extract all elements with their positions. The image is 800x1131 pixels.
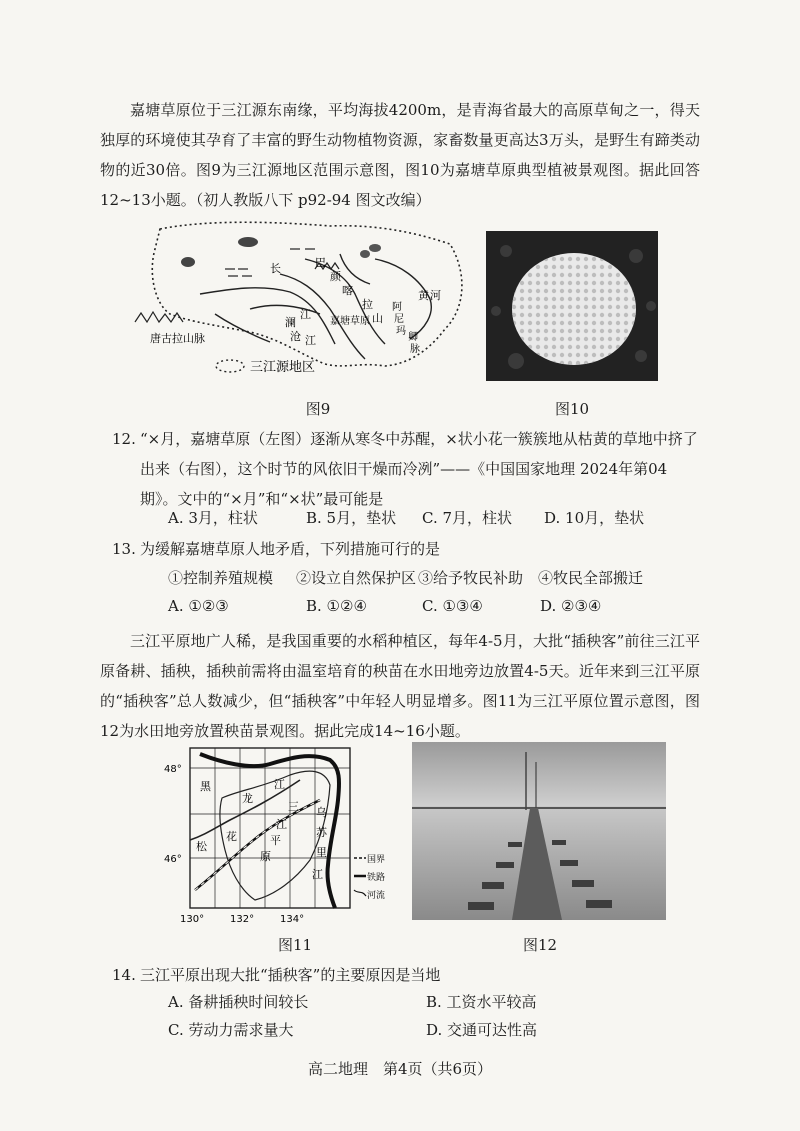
label-cang: 沧 xyxy=(290,330,301,343)
question-text: “×月，嘉塘草原（左图）逐渐从寒冬中苏醒，×状小花一簇簇地从枯黄的草地中挤了出来（右图），这个时节的风依旧干燥而冷冽”——《中国国家地理 2024年第04期》。文中的“×月”和“×状”最可能是 xyxy=(140,430,698,508)
q13-option-b[interactable]: B. ①②④ xyxy=(306,597,367,615)
figure-11-caption: 图11 xyxy=(277,936,313,954)
label-tanggula: 唐古拉山脉 xyxy=(150,332,205,345)
question-text: 三江平原出现大批“插秧客”的主要原因是当地 xyxy=(140,966,441,984)
figure-12-caption: 图12 xyxy=(522,936,558,954)
lake xyxy=(181,257,195,267)
label-jiang2: 江 xyxy=(305,334,316,347)
question-number: 14. xyxy=(112,966,136,984)
label-ba: 巴 xyxy=(315,256,326,269)
q13-item-2: ②设立自然保护区 xyxy=(296,569,417,587)
label-san: 三 xyxy=(288,800,299,813)
label-la: 拉 xyxy=(362,298,373,311)
question-12 xyxy=(112,424,700,514)
label-qing: 卿 xyxy=(408,332,418,343)
tanggula-mountains xyxy=(135,312,183,322)
lake xyxy=(369,244,381,252)
label-ka: 喀 xyxy=(342,284,353,297)
q14-option-a[interactable]: A. 备耕插秧时间较长 xyxy=(168,993,309,1011)
legend-sanjiangyuan: 三江源地区 xyxy=(250,360,316,375)
q13-item-3: ③给予牧民补助 xyxy=(418,569,524,587)
cushion-plant-illustration xyxy=(486,231,658,381)
label-jiang: 江 xyxy=(274,778,285,791)
lat-48: 48° xyxy=(164,764,182,775)
paddy-seedling-illustration xyxy=(412,742,666,920)
figure-9-caption: 图9 xyxy=(305,400,331,418)
label-jiang: 江 xyxy=(300,308,311,321)
label-huang: 黄 xyxy=(418,289,429,302)
q12-options xyxy=(168,506,708,530)
q13-items xyxy=(168,566,708,590)
label-li: 里 xyxy=(316,846,327,859)
label-he: 河 xyxy=(430,289,441,302)
legend-dotted-symbol xyxy=(216,360,244,372)
q12-option-d[interactable]: D. 10月，垫状 xyxy=(544,509,645,527)
label-su: 苏 xyxy=(316,826,327,839)
q12-option-c[interactable]: C. 7月，柱状 xyxy=(422,509,513,527)
label-jiatang: 嘉塘草原 xyxy=(330,316,370,327)
figure-12-photo xyxy=(412,742,666,920)
label-a: 阿 xyxy=(392,302,402,313)
lake xyxy=(360,250,370,258)
q14-option-c[interactable]: C. 劳动力需求量大 xyxy=(168,1021,294,1039)
figure-10-caption: 图10 xyxy=(554,400,590,418)
page-footer: 高二地理 第4页（共6页） xyxy=(307,1060,493,1078)
label-wu: 乌 xyxy=(316,806,327,819)
label-long: 龙 xyxy=(242,792,253,805)
label-lan: 澜 xyxy=(285,316,296,329)
label-hei: 黑 xyxy=(200,780,211,793)
sanjiang-plain-map-svg xyxy=(160,740,390,930)
legend-railway: 铁路 xyxy=(367,873,386,883)
q13-item-1: ①控制养殖规模 xyxy=(168,569,274,587)
label-yuan: 原 xyxy=(260,850,271,863)
question-text: 为缓解嘉塘草原人地矛盾，下列措施可行的是 xyxy=(140,540,441,558)
label-jiang2: 江 xyxy=(276,818,287,831)
railway xyxy=(195,800,320,890)
figure-10-photo xyxy=(486,231,658,381)
figure-9-map xyxy=(130,214,470,384)
q13-options xyxy=(168,594,708,618)
lon-134: 134° xyxy=(280,914,305,925)
legend-river: 河流 xyxy=(367,891,386,901)
label-ma: 玛 xyxy=(396,326,406,337)
label-chang: 长 xyxy=(270,262,281,275)
label-yan: 颜 xyxy=(330,270,341,283)
q14-options-row-2 xyxy=(168,1018,708,1042)
q13-option-c[interactable]: C. ①③④ xyxy=(422,597,483,615)
label-song: 松 xyxy=(196,840,207,853)
question-13 xyxy=(112,534,700,564)
question-number: 13. xyxy=(112,540,136,558)
label-jiang3: 江 xyxy=(312,868,323,881)
q12-option-b[interactable]: B. 5月，垫状 xyxy=(306,509,397,527)
label-hua: 花 xyxy=(226,830,237,843)
legend-border: 国界 xyxy=(367,855,386,865)
q13-item-4: ④牧民全部搬迁 xyxy=(538,569,644,587)
sanjiangyuan-map-svg xyxy=(130,214,470,384)
label-mai: 脉 xyxy=(410,344,420,355)
lat-46: 46° xyxy=(164,854,182,865)
label-ni: 尼 xyxy=(394,314,404,325)
lake xyxy=(238,237,258,247)
q14-options-row-1 xyxy=(168,990,708,1014)
passage-1: 嘉塘草原位于三江源东南缘，平均海拔4200m，是青海省最大的高原草甸之一，得天独厚的环境使其孕育了丰富的野生动物植物资源，家畜数量更高达3万头，是野生有蹄类动物的近30倍。图9为三江源地区范围示意图，图10为嘉塘草原典型植被景观图。据此回答12~13小题。（初人教版八下 p92-94 图文改编） xyxy=(100,101,700,209)
q14-option-d[interactable]: D. 交通可达性高 xyxy=(426,1021,538,1039)
q12-option-a[interactable]: A. 3月，柱状 xyxy=(168,509,258,527)
q14-option-b[interactable]: B. 工资水平较高 xyxy=(426,993,537,1011)
lon-130: 130° xyxy=(180,914,205,925)
lon-132: 132° xyxy=(230,914,255,925)
legend xyxy=(354,854,385,901)
passage-2: 三江平原地广人稀，是我国重要的水稻种植区，每年4-5月，大批“插秧客”前往三江平原备耕、插秧，插秧前需将由温室培育的秧苗在水田地旁边放置4-5天。近年来到三江平原的“插秧客”总人数减少，但“插秧客”中年轻人明显增多。图11为三江平原位置示意图，图12为水田地旁放置秧苗景观图。据此完成14~16小题。 xyxy=(100,632,700,740)
q13-option-d[interactable]: D. ②③④ xyxy=(540,597,602,615)
label-ping: 平 xyxy=(270,834,281,847)
question-14 xyxy=(112,960,700,990)
q13-option-a[interactable]: A. ①②③ xyxy=(168,597,229,615)
figure-11-map xyxy=(160,740,390,930)
question-number: 12. xyxy=(112,430,136,448)
label-shan: 山 xyxy=(372,312,383,325)
